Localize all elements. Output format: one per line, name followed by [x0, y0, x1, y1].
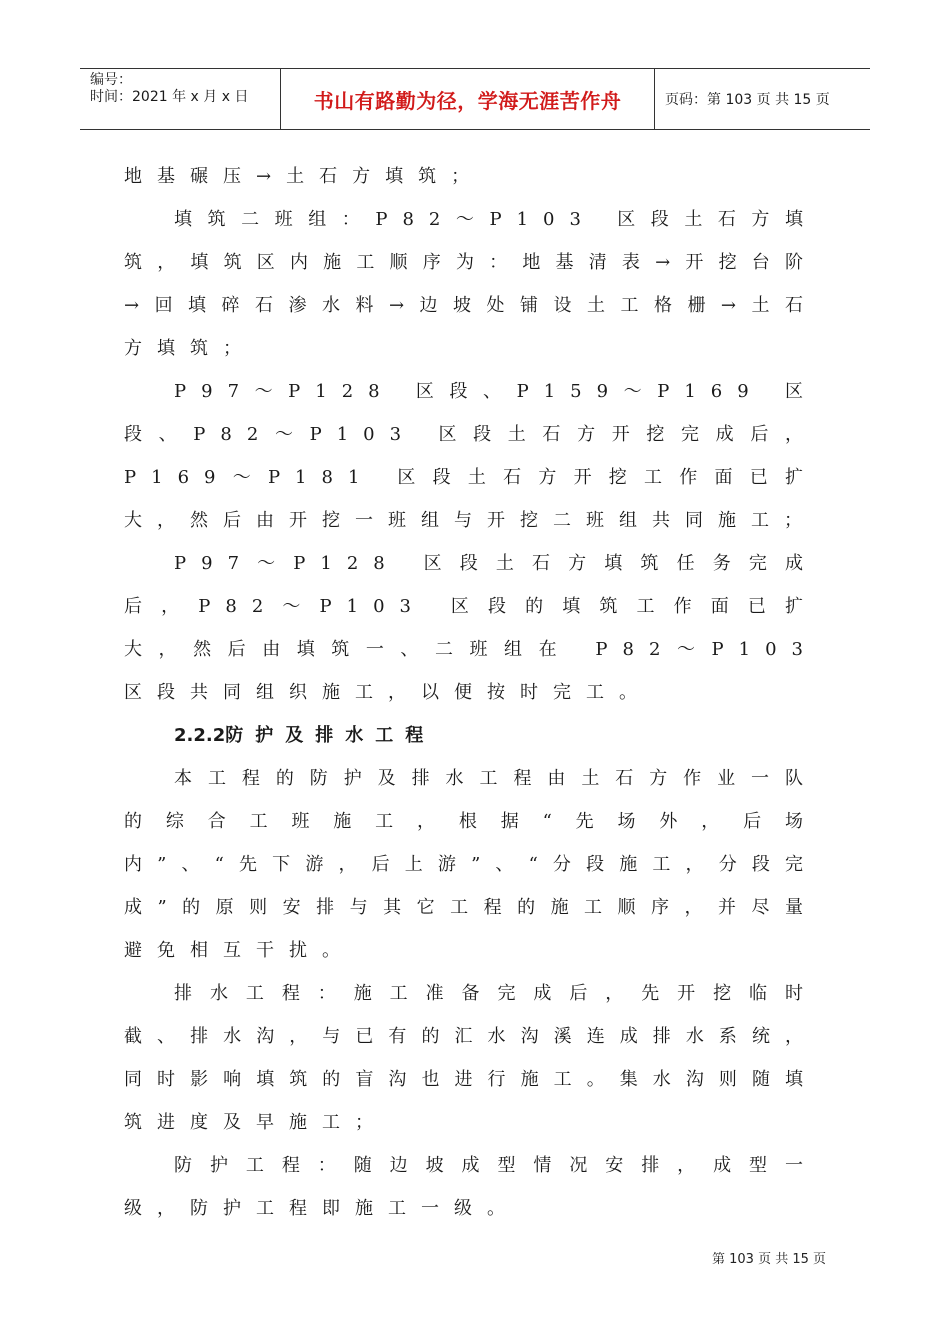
header-meta — [80, 69, 281, 129]
header-motto-cell — [281, 69, 655, 129]
document-header — [80, 68, 870, 130]
document-body — [124, 155, 818, 1230]
date-label: 时间：2021 年 x 月 x 日 — [90, 89, 249, 105]
paragraph: 防护工程：随边坡成型情况安排，成型一级，防护工程即施工一级。 — [124, 1155, 818, 1219]
header-motto: 书山有路勤为径，学海无涯苦作舟 — [313, 88, 622, 113]
section-heading — [124, 714, 818, 757]
section-number: 2.2.2 — [174, 725, 226, 746]
paragraph: 地基碾压→土石方填筑； — [124, 166, 485, 187]
section-title: 防护及排水工程 — [225, 725, 436, 746]
paragraph: 填筑二班组：P82～P103 区段土石方填筑，填筑区内施工顺序为：地基清表→开挖台阶→回填碎石渗水料→边坡处铺设土工格栅→土石方填筑； — [124, 209, 818, 359]
serial-number-label: 编号： — [90, 72, 132, 88]
paragraph: P97～P128 区段、P159～P169 区段、P82～P103 区段土石方开挖完成后，P169～P181 区段土石方开挖工作面已扩大，然后由开挖一班组与开挖二班组共同施工； — [124, 381, 818, 531]
page-footer: 第 103 页 共 15 页 — [712, 1252, 827, 1267]
paragraph: P97～P128 区段土石方填筑任务完成后，P82～P103 区段的填筑工作面已扩大，然后由填筑一、二班组在 P82～P103 区段共同组织施工，以便按时完工。 — [124, 553, 818, 703]
header-page-info: 页码：第 103 页 共 15 页 — [665, 92, 830, 108]
paragraph: 本工程的防护及排水工程由土石方作业一队的综合工班施工，根据“先场外，后场内”、“先下游，后上游”、“分段施工，分段完成”的原则安排与其它工程的施工顺序，并尽量避免相互干扰。 — [124, 768, 818, 961]
paragraph: 排水工程：施工准备完成后，先开挖临时截、排水沟，与已有的汇水沟溪连成排水系统，同时影响填筑的盲沟也进行施工。集水沟则随填筑进度及早施工； — [124, 983, 818, 1133]
